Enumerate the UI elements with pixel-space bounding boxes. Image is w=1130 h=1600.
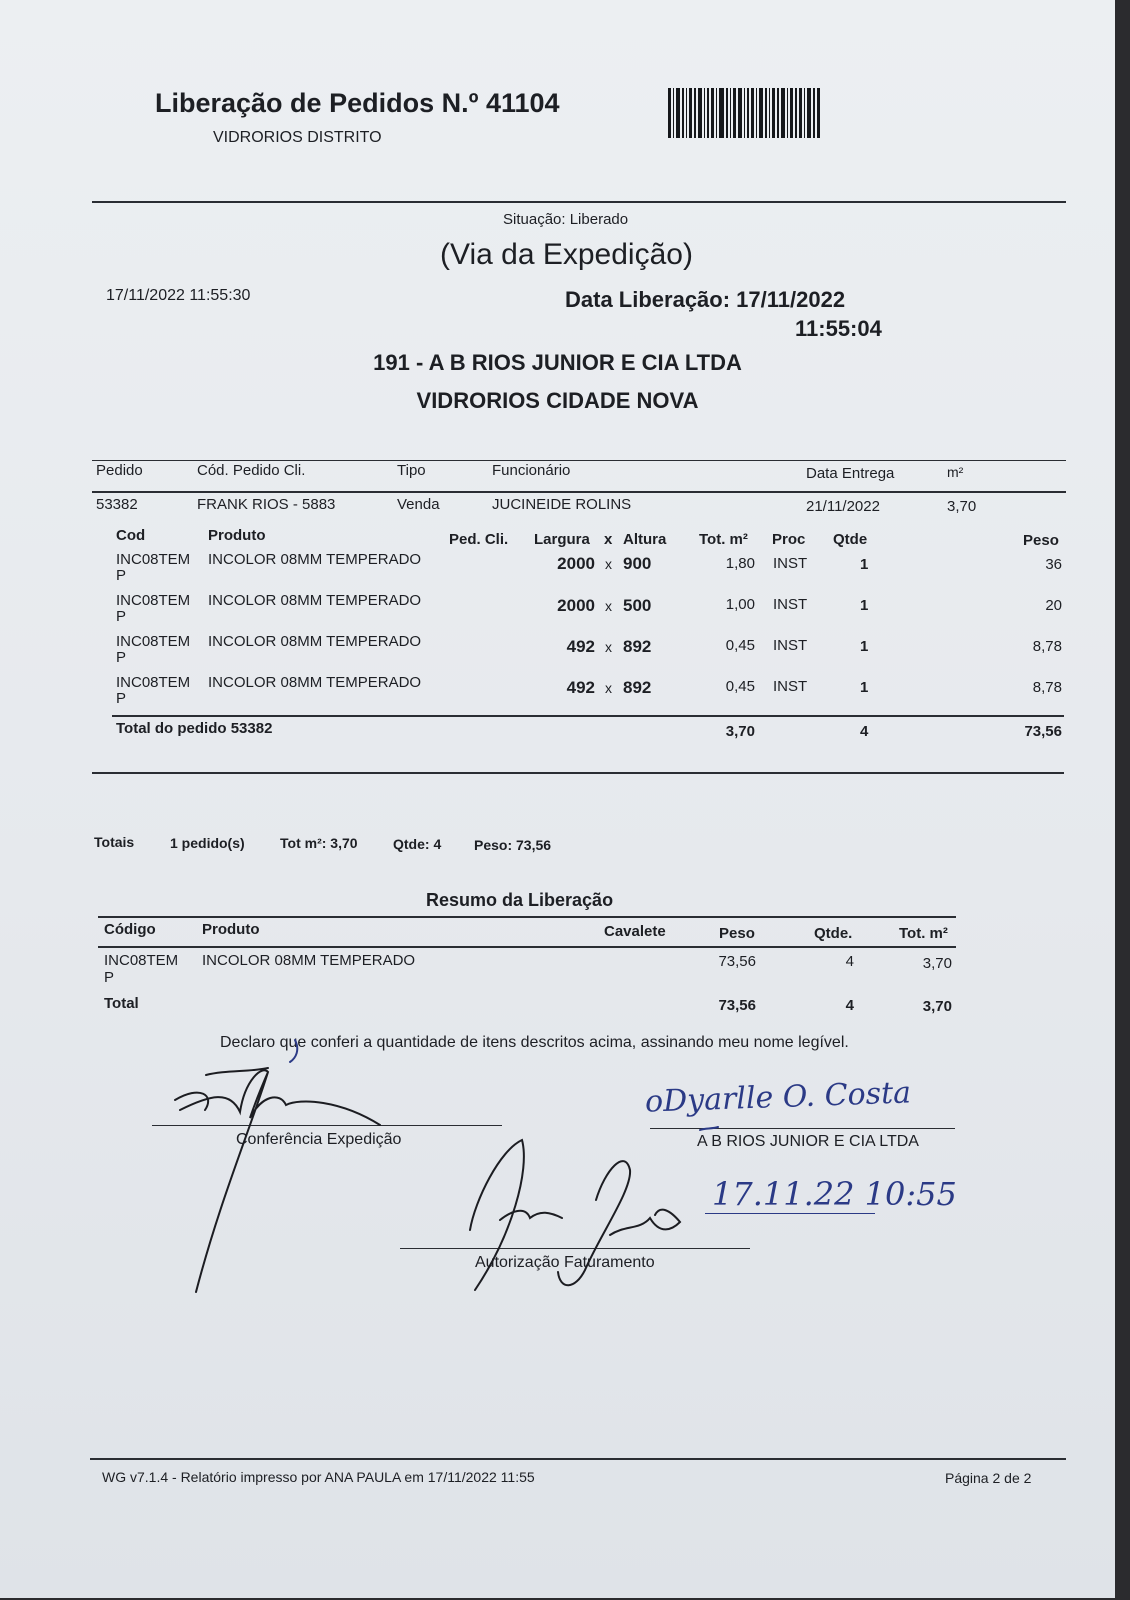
col-data-entrega: Data Entrega [806, 465, 895, 482]
items-col-largura: Largura [534, 531, 590, 548]
item-cod: INC08TEM [116, 674, 191, 691]
blue-pen-mark [290, 1040, 718, 1130]
order-funcionario: JUCINEIDE ROLINS [492, 496, 632, 513]
item-cod-wrap: P [116, 567, 127, 584]
item-produto: INCOLOR 08MM TEMPERADO [208, 633, 422, 650]
item-x: x [605, 639, 612, 655]
order-tipo: Venda [397, 496, 440, 513]
signature-label-conferencia: Conferência Expedição [236, 1131, 402, 1148]
col-cod-pedido-cli: Cód. Pedido Cli. [197, 462, 306, 479]
items-col-ped-cli: Ped. Cli. [449, 531, 509, 548]
release-date: Data Liberação: 17/11/2022 [565, 287, 846, 312]
item-altura: 892 [623, 637, 652, 656]
summary-col-produto: Produto [202, 921, 260, 938]
item-altura: 900 [623, 554, 652, 573]
items-col-peso: Peso [1023, 532, 1059, 549]
summary-total-tot-m2: 3,70 [922, 998, 952, 1015]
item-produto: INCOLOR 08MM TEMPERADO [208, 592, 422, 609]
footer-printed-by: WG v7.1.4 - Relatório impresso por ANA PAULA em 17/11/2022 11:55 [102, 1469, 535, 1485]
item-cod-wrap: P [116, 690, 127, 707]
client-name: 191 - A B RIOS JUNIOR E CIA LTDA [373, 350, 742, 375]
status-text: Situação: Liberado [503, 211, 629, 228]
summary-total-qtde: 4 [845, 997, 854, 1014]
item-peso: 8,78 [1032, 679, 1062, 696]
printed-timestamp: 17/11/2022 11:55:30 [106, 287, 251, 304]
item-altura: 500 [623, 596, 652, 615]
totals-qtde: Qtde: 4 [393, 836, 442, 852]
item-proc: INST [773, 637, 808, 654]
signature-label-cliente: A B RIOS JUNIOR E CIA LTDA [697, 1133, 919, 1150]
item-largura: 492 [566, 637, 595, 656]
item-proc: INST [773, 555, 808, 572]
item-proc: INST [773, 678, 808, 695]
item-tot-m2: 1,80 [725, 555, 755, 572]
page-number: Página 2 de 2 [945, 1470, 1032, 1486]
items-total-m2: 3,70 [725, 723, 755, 740]
summary-col-codigo: Código [104, 921, 156, 938]
item-cod: INC08TEM [116, 592, 191, 609]
items-col-produto: Produto [208, 527, 266, 544]
summary-col-cavalete: Cavalete [604, 923, 666, 940]
item-qtde: 1 [860, 597, 869, 614]
item-cod: INC08TEM [116, 633, 191, 650]
items-total-label: Total do pedido 53382 [116, 720, 273, 737]
items-col-altura: Altura [623, 531, 667, 548]
item-cod-wrap: P [116, 608, 127, 625]
footer-rule [90, 1458, 1066, 1460]
summary-codigo-wrap: P [104, 969, 115, 986]
item-tot-m2: 0,45 [725, 637, 755, 654]
totals-pedidos: 1 pedido(s) [170, 835, 245, 851]
signature-conferencia [175, 1068, 380, 1292]
col-pedido: Pedido [96, 462, 143, 479]
summary-total-label: Total [104, 995, 139, 1012]
order-pedido: 53382 [96, 496, 138, 513]
order-cod-cli: FRANK RIOS - 5883 [197, 496, 336, 513]
item-largura: 2000 [557, 596, 595, 615]
company-name: VIDRORIOS DISTRITO [213, 129, 382, 146]
item-cod-wrap: P [116, 649, 127, 666]
item-altura: 892 [623, 678, 652, 697]
item-qtde: 1 [860, 679, 869, 696]
item-peso: 8,78 [1032, 638, 1062, 655]
summary-codigo: INC08TEM [104, 952, 179, 969]
item-tot-m2: 1,00 [725, 596, 755, 613]
item-x: x [605, 680, 612, 696]
summary-col-tot-m2: Tot. m² [899, 925, 948, 942]
totals-label: Totais [94, 834, 135, 850]
item-peso: 36 [1045, 556, 1062, 573]
summary-col-peso: Peso [719, 925, 755, 942]
item-peso: 20 [1045, 597, 1062, 614]
col-m2: m² [947, 464, 964, 480]
summary-title: Resumo da Liberação [426, 890, 614, 910]
release-time: 11:55:04 [795, 316, 882, 341]
items-col-qtde: Qtde [833, 531, 868, 548]
handwritten-name: oDyarlle O. Costa [644, 1075, 912, 1120]
item-qtde: 1 [860, 638, 869, 655]
summary-col-qtde: Qtde. [814, 925, 853, 942]
item-proc: INST [773, 596, 808, 613]
item-produto: INCOLOR 08MM TEMPERADO [208, 551, 422, 568]
item-qtde: 1 [860, 556, 869, 573]
summary-total-peso: 73,56 [718, 997, 756, 1014]
summary-peso: 73,56 [718, 953, 756, 970]
col-funcionario: Funcionário [492, 462, 571, 479]
items-total-qtde: 4 [860, 723, 869, 740]
items-col-cod: Cod [116, 527, 146, 544]
order-m2: 3,70 [947, 498, 977, 515]
col-tipo: Tipo [397, 462, 426, 479]
totals-peso: Peso: 73,56 [474, 837, 552, 853]
summary-qtde: 4 [845, 953, 854, 970]
signature-autorizacao [470, 1140, 680, 1290]
item-x: x [605, 598, 612, 614]
item-cod: INC08TEM [116, 551, 191, 568]
item-tot-m2: 0,45 [725, 678, 755, 695]
summary-produto: INCOLOR 08MM TEMPERADO [202, 952, 416, 969]
handwritten-date: 17.11.22 10:55 [712, 1175, 957, 1213]
item-largura: 492 [566, 678, 595, 697]
client-branch: VIDRORIOS CIDADE NOVA [416, 388, 699, 413]
items-total-peso: 73,56 [1024, 723, 1062, 740]
order-data-entrega: 21/11/2022 [806, 498, 880, 515]
totals-m2: Tot m²: 3,70 [280, 835, 358, 851]
document-title: Liberação de Pedidos N.º 41104 [155, 88, 560, 118]
copy-type: (Via da Expedição) [440, 238, 693, 271]
item-x: x [605, 556, 612, 572]
item-produto: INCOLOR 08MM TEMPERADO [208, 674, 422, 691]
declaration-text: Declaro que conferi a quantidade de itens descritos acima, assinando meu nome legível. [220, 1034, 849, 1051]
summary-tot-m2: 3,70 [922, 955, 952, 972]
items-col-x: x [604, 531, 613, 548]
signature-label-autorizacao: Autorização Faturamento [475, 1254, 655, 1271]
items-col-tot-m2: Tot. m² [699, 531, 748, 548]
items-col-proc: Proc [772, 531, 806, 548]
item-largura: 2000 [557, 554, 595, 573]
